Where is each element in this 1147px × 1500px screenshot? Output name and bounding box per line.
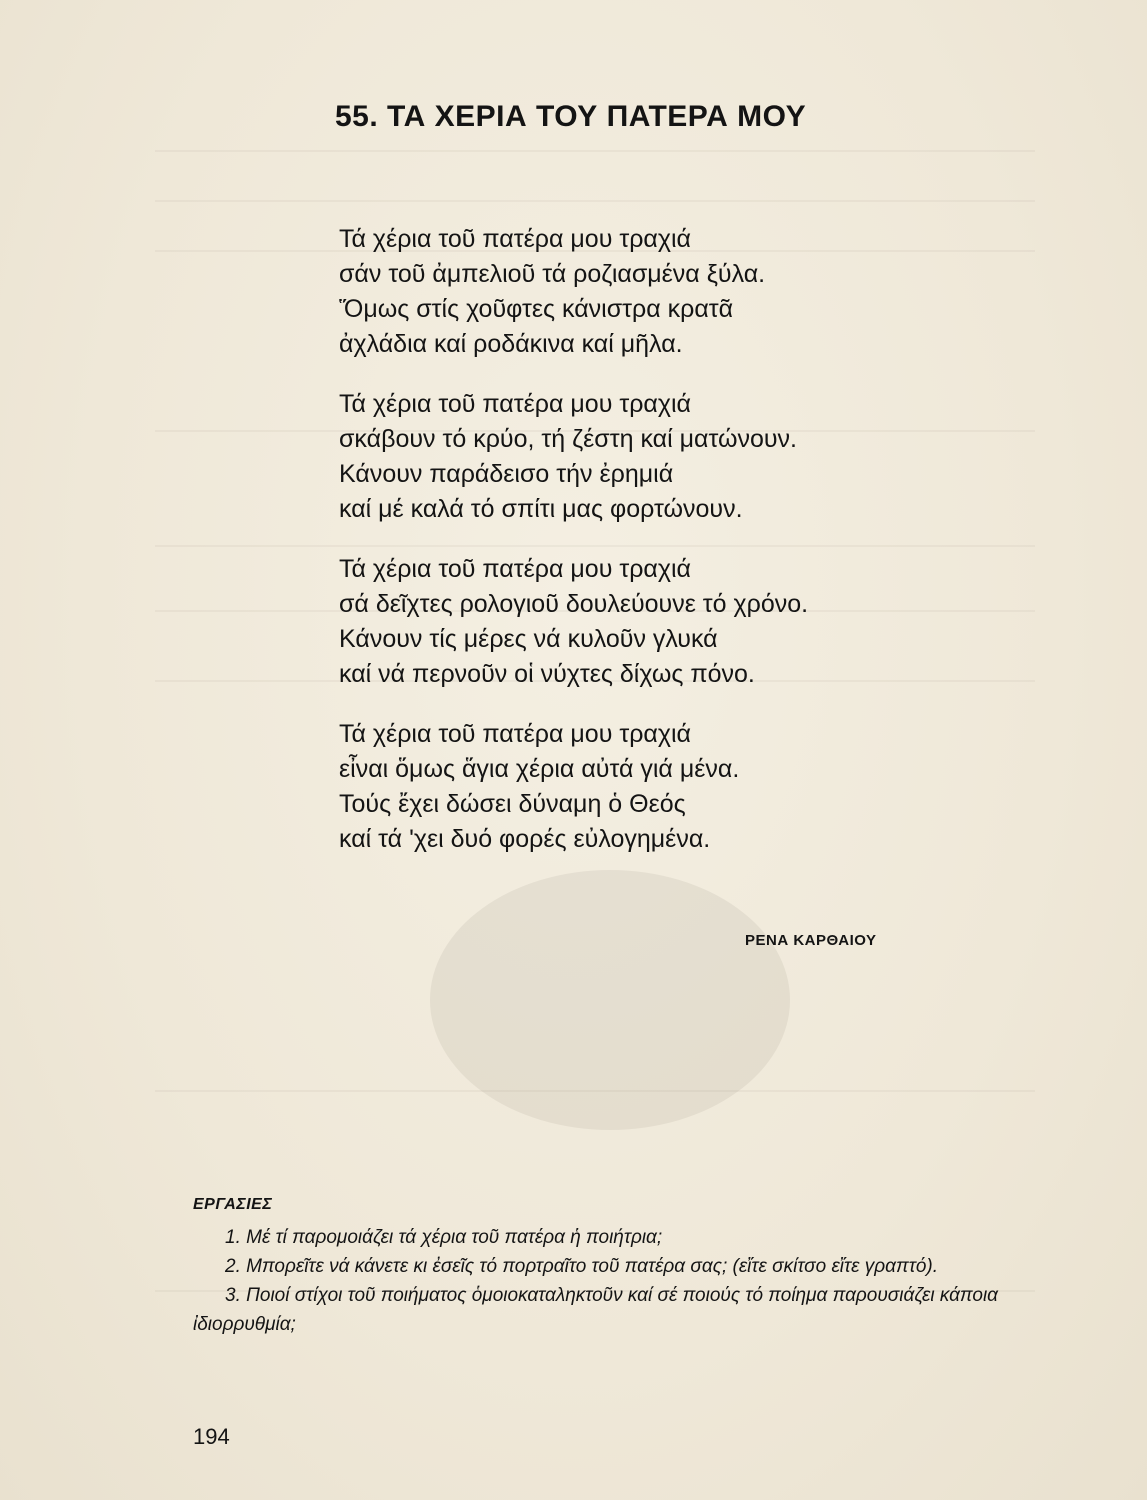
- poem-line: Τά χέρια τοῦ πατέρα μου τραχιά: [339, 555, 692, 583]
- poem-line: Τούς ἔχει δώσει δύναμη ὁ Θεός: [339, 790, 686, 818]
- page-number: 194: [193, 1424, 230, 1449]
- bleed-through-band: [155, 200, 1035, 202]
- bleed-through-illustration: [430, 870, 790, 1130]
- poem-line: σκάβουν τό κρύο, τή ζέστη καί ματώνουν.: [339, 425, 798, 453]
- poem-line: καί νά περνοῦν οἱ νύχτες δίχως πόνο.: [339, 660, 755, 688]
- stanza: [339, 552, 1059, 692]
- exercise-item: 1. Μέ τί παρομοιάζει τά χέρια τοῦ πατέρα ἡ ποιήτρια;: [225, 1227, 663, 1248]
- stanza: [339, 387, 1059, 527]
- poem-line: σάν τοῦ ἀμπελιοῦ τά ροζιασμένα ξύλα.: [339, 260, 766, 288]
- stanza: [339, 717, 1059, 857]
- poem-line: Τά χέρια τοῦ πατέρα μου τραχιά: [339, 390, 692, 418]
- poem-line: καί τά 'χει δυό φορές εὐλογημένα.: [339, 825, 711, 853]
- stanza: [339, 222, 1059, 362]
- poem-line: καί μέ καλά τό σπίτι μας φορτώνουν.: [339, 495, 743, 523]
- poem-author: ΡΕΝΑ ΚΑΡΘΑΙΟΥ: [745, 932, 877, 949]
- exercise-item: 2. Μπορεῖτε νά κάνετε κι ἐσεῖς τό πορτραῖτο τοῦ πατέρα σας; (εἴτε σκίτσο εἴτε γραπτό).: [225, 1256, 938, 1277]
- poem-body: [339, 222, 1059, 882]
- poem-line: Κάνουν παράδεισο τήν ἐρημιά: [339, 460, 674, 488]
- poem-line: εἶναι ὅμως ἅγια χέρια αὐτά γιά μένα.: [339, 755, 740, 783]
- poem-line: Ὅμως στίς χοῦφτες κάνιστρα κρατᾶ: [339, 295, 734, 323]
- bleed-through-band: [155, 150, 1035, 152]
- poem-title: 55. ΤΑ ΧΕΡΙΑ ΤΟΥ ΠΑΤΕΡΑ ΜΟΥ: [335, 100, 807, 133]
- exercise-item: 3. Ποιοί στίχοι τοῦ ποιήματος ὁμοιοκαταληκτοῦν καί σέ ποιούς τό ποίημα παρουσιάζει κάποια ἰδιορρυθμία;: [193, 1285, 999, 1335]
- poem-line: Τά χέρια τοῦ πατέρα μου τραχιά: [339, 225, 692, 253]
- poem-line: ἀχλάδια καί ροδάκινα καί μῆλα.: [339, 330, 683, 358]
- poem-line: Τά χέρια τοῦ πατέρα μου τραχιά: [339, 720, 692, 748]
- poem-line: σά δεῖχτες ρολογιοῦ δουλεύουνε τό χρόνο.: [339, 590, 809, 618]
- exercises-heading: ΕΡΓΑΣΙΕΣ: [193, 1196, 273, 1213]
- exercises-section: [193, 1196, 1053, 1339]
- poem-line: Κάνουν τίς μέρες νά κυλοῦν γλυκά: [339, 625, 718, 653]
